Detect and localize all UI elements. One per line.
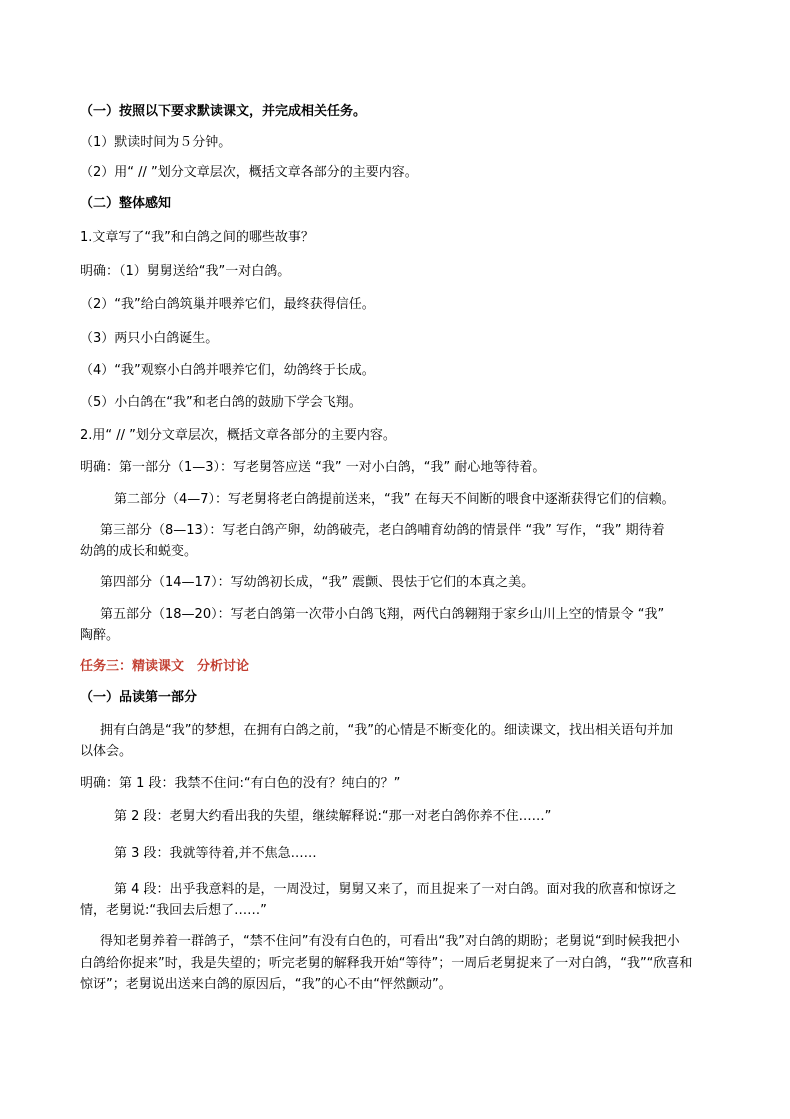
paragraph-line: 以体会。 — [80, 744, 133, 759]
section-heading-1: （一）按照以下要求默读课文，并完成相关任务。 — [80, 104, 367, 119]
answer-line: 明确：第一部分（1—3）：写老舅答应送 “我” 一对小白鸽，“我” 耐心地等待着。 — [80, 460, 546, 475]
answer-line: （3）两只小白鸽诞生。 — [80, 331, 219, 346]
answer-line: 幼鸽的成长和蜕变。 — [80, 544, 198, 559]
answer-line: （4）“我”观察小白鸽并喂养它们，幼鸽终于长成。 — [80, 363, 375, 378]
answer-line: 第 2 段：老舅大约看出我的失望，继续解释说:“那一对老白鸽你养不住……” — [114, 809, 552, 824]
paragraph-line: 得知老舅养着一群鸽子，“禁不住问”有没有白色的，可看出“我”对白鸽的期盼；老舅说“到时候我把小 — [100, 934, 680, 949]
question-line: 2.用“ // ”划分文章层次，概括文章各部分的主要内容。 — [80, 428, 396, 443]
question-line: 1.文章写了“我”和白鸽之间的哪些故事？ — [80, 230, 314, 245]
paragraph-line: 拥有白鸽是“我”的梦想，在拥有白鸽之前，“我”的心情是不断变化的。细读课文，找出相关语句并加 — [100, 723, 673, 738]
answer-line: 明确：第 1 段：我禁不住问:“有白色的没有？纯白的？” — [80, 776, 401, 791]
task-heading: 任务三：精读课文 分析讨论 — [80, 659, 250, 674]
answer-line: 情，老舅说:“我回去后想了……” — [80, 903, 267, 918]
section-heading-3: （一）品读第一部分 — [80, 690, 198, 705]
answer-line: 第四部分（14—17）：写幼鸽初长成，“我” 震颤、畏怯于它们的本真之美。 — [100, 575, 535, 590]
answer-line: 陶醉。 — [80, 628, 120, 643]
answer-line: 第三部分（8—13）：写老白鸽产卵，幼鸽破壳，老白鸽哺育幼鸽的情景伴 “我” 写作，“我” 期待着 — [100, 523, 665, 538]
answer-line: 第二部分（4—7）：写老舅将老白鸽提前送来，“我” 在每天不间断的喂食中逐渐获得它们的信赖。 — [114, 492, 675, 507]
paragraph-line: 白鸽给你捉来”时，我是失望的；听完老舅的解释我开始“等待”；一周后老舅捉来了一对白鸽，“我”“欣喜和 — [80, 956, 693, 971]
answer-line: 明确：（1）舅舅送给“我”一对白鸽。 — [80, 264, 291, 279]
paragraph-line: （1）默读时间为５分钟。 — [80, 135, 232, 150]
section-heading-2: （二）整体感知 — [80, 196, 172, 211]
paragraph-line: 惊讶”；老舅说出送来白鸽的原因后，“我”的心不由“怦然颤动”。 — [80, 977, 452, 992]
answer-line: 第 3 段：我就等待着,并不焦急…… — [114, 846, 317, 861]
answer-line: 第 4 段：出乎我意料的是，一周没过，舅舅又来了，而且捉来了一对白鸽。面对我的欣喜和惊讶之 — [114, 882, 677, 897]
answer-line: （2）“我”给白鸽筑巢并喂养它们，最终获得信任。 — [80, 297, 375, 312]
answer-line: 第五部分（18—20）：写老白鸽第一次带小白鸽飞翔，两代白鸽翱翔于家乡山川上空的情景令 “我” — [100, 607, 665, 622]
answer-line: （5）小白鸽在“我”和老白鸽的鼓励下学会飞翔。 — [80, 395, 362, 410]
paragraph-line: （2）用“ // ”划分文章层次，概括文章各部分的主要内容。 — [80, 165, 418, 180]
